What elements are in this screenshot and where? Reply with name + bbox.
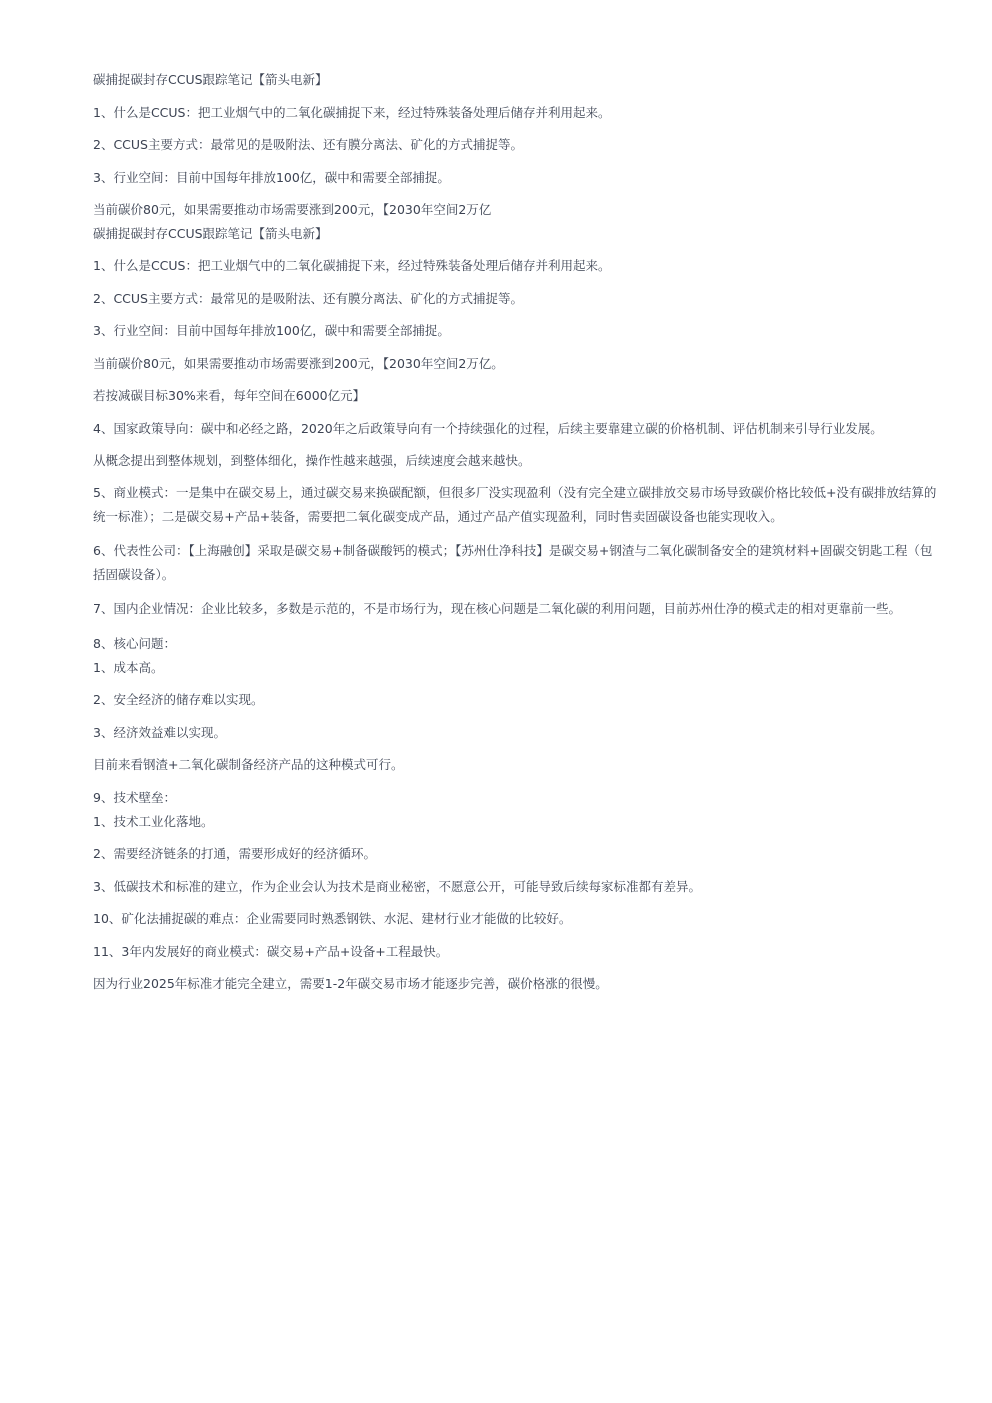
doc-line: 6、代表性公司：【上海融创】采取是碳交易+制备碳酸钙的模式；【苏州仕净科技】是碳交易+钢渣与二氧化碳制备安全的建筑材料+固碳交钥匙工程（包括固碳设备）。 bbox=[93, 543, 933, 582]
doc-line: 1、什么是CCUS：把工业烟气中的二氧化碳捕捉下来，经过特殊装备处理后储存并利用起来。 bbox=[93, 104, 611, 120]
doc-line: 2、需要经济链条的打通，需要形成好的经济循环。 bbox=[93, 846, 376, 861]
doc-line: 3、低碳技术和标准的建立，作为企业会认为技术是商业秘密，不愿意公开，可能导致后续每家标准都有差异。 bbox=[93, 878, 701, 894]
doc-title: 碳捕捉碳封存CCUS跟踪笔记【箭头电新】 bbox=[93, 225, 328, 241]
doc-line: 7、国内企业情况：企业比较多，多数是示范的，不是市场行为，现在核心问题是二氧化碳的利用问题，目前苏州仕净的模式走的相对更靠前一些。 bbox=[93, 601, 901, 616]
doc-line: 若按减碳目标30%来看，每年空间在6000亿元】 bbox=[93, 388, 366, 403]
doc-line: 3、经济效益难以实现。 bbox=[93, 724, 226, 740]
doc-line: 从概念提出到整体规划，到整体细化，操作性越来越强，后续速度会越来越快。 bbox=[93, 453, 531, 468]
doc-line: 2、CCUS主要方式：最常见的是吸附法、还有膜分离法、矿化的方式捕捉等。 bbox=[93, 290, 523, 306]
doc-line: 2、CCUS主要方式：最常见的是吸附法、还有膜分离法、矿化的方式捕捉等。 bbox=[93, 137, 523, 152]
document-page bbox=[93, 70, 943, 994]
doc-line: 1、技术工业化落地。 bbox=[93, 813, 214, 829]
doc-line: 3、行业空间：目前中国每年排放100亿，碳中和需要全部捕捉。 bbox=[93, 169, 450, 185]
doc-line: 9、技术壁垒： bbox=[93, 789, 176, 805]
doc-line: 当前碳价80元，如果需要推动市场需要涨到200元，【2030年空间2万亿。 bbox=[93, 355, 504, 371]
doc-line: 8、核心问题： bbox=[93, 635, 176, 651]
doc-line: 4、国家政策导向：碳中和必经之路，2020年之后政策导向有一个持续强化的过程，后续主要靠建立碳的价格机制、评估机制来引导行业发展。 bbox=[93, 420, 883, 436]
doc-line: 5、商业模式：一是集中在碳交易上，通过碳交易来换碳配额，但很多厂没实现盈利（没有完全建立碳排放交易市场导致碳价格比较低+没有碳排放结算的统一标准）；二是碳交易+产品+装备，需要把二氧化碳变成产品，通过产品产值实现盈利，同时售卖固碳设备也能实现收入。 bbox=[93, 485, 937, 524]
doc-line: 因为行业2025年标准才能完全建立，需要1-2年碳交易市场才能逐步完善，碳价格涨的很慢。 bbox=[93, 976, 608, 991]
doc-title: 碳捕捉碳封存CCUS跟踪笔记【箭头电新】 bbox=[93, 72, 328, 87]
doc-line: 1、成本高。 bbox=[93, 659, 164, 675]
doc-line: 目前来看钢渣+二氧化碳制备经济产品的这种模式可行。 bbox=[93, 757, 404, 772]
doc-line: 1、什么是CCUS：把工业烟气中的二氧化碳捕捉下来，经过特殊装备处理后储存并利用起来。 bbox=[93, 258, 611, 273]
doc-line: 10、矿化法捕捉碳的难点：企业需要同时熟悉钢铁、水泥、建材行业才能做的比较好。 bbox=[93, 911, 572, 926]
doc-line: 11、3年内发展好的商业模式：碳交易+产品+设备+工程最快。 bbox=[93, 943, 449, 959]
doc-line: 当前碳价80元，如果需要推动市场需要涨到200元，【2030年空间2万亿 bbox=[93, 202, 492, 217]
doc-line: 2、安全经济的储存难以实现。 bbox=[93, 692, 264, 707]
doc-line: 3、行业空间：目前中国每年排放100亿，碳中和需要全部捕捉。 bbox=[93, 323, 450, 338]
